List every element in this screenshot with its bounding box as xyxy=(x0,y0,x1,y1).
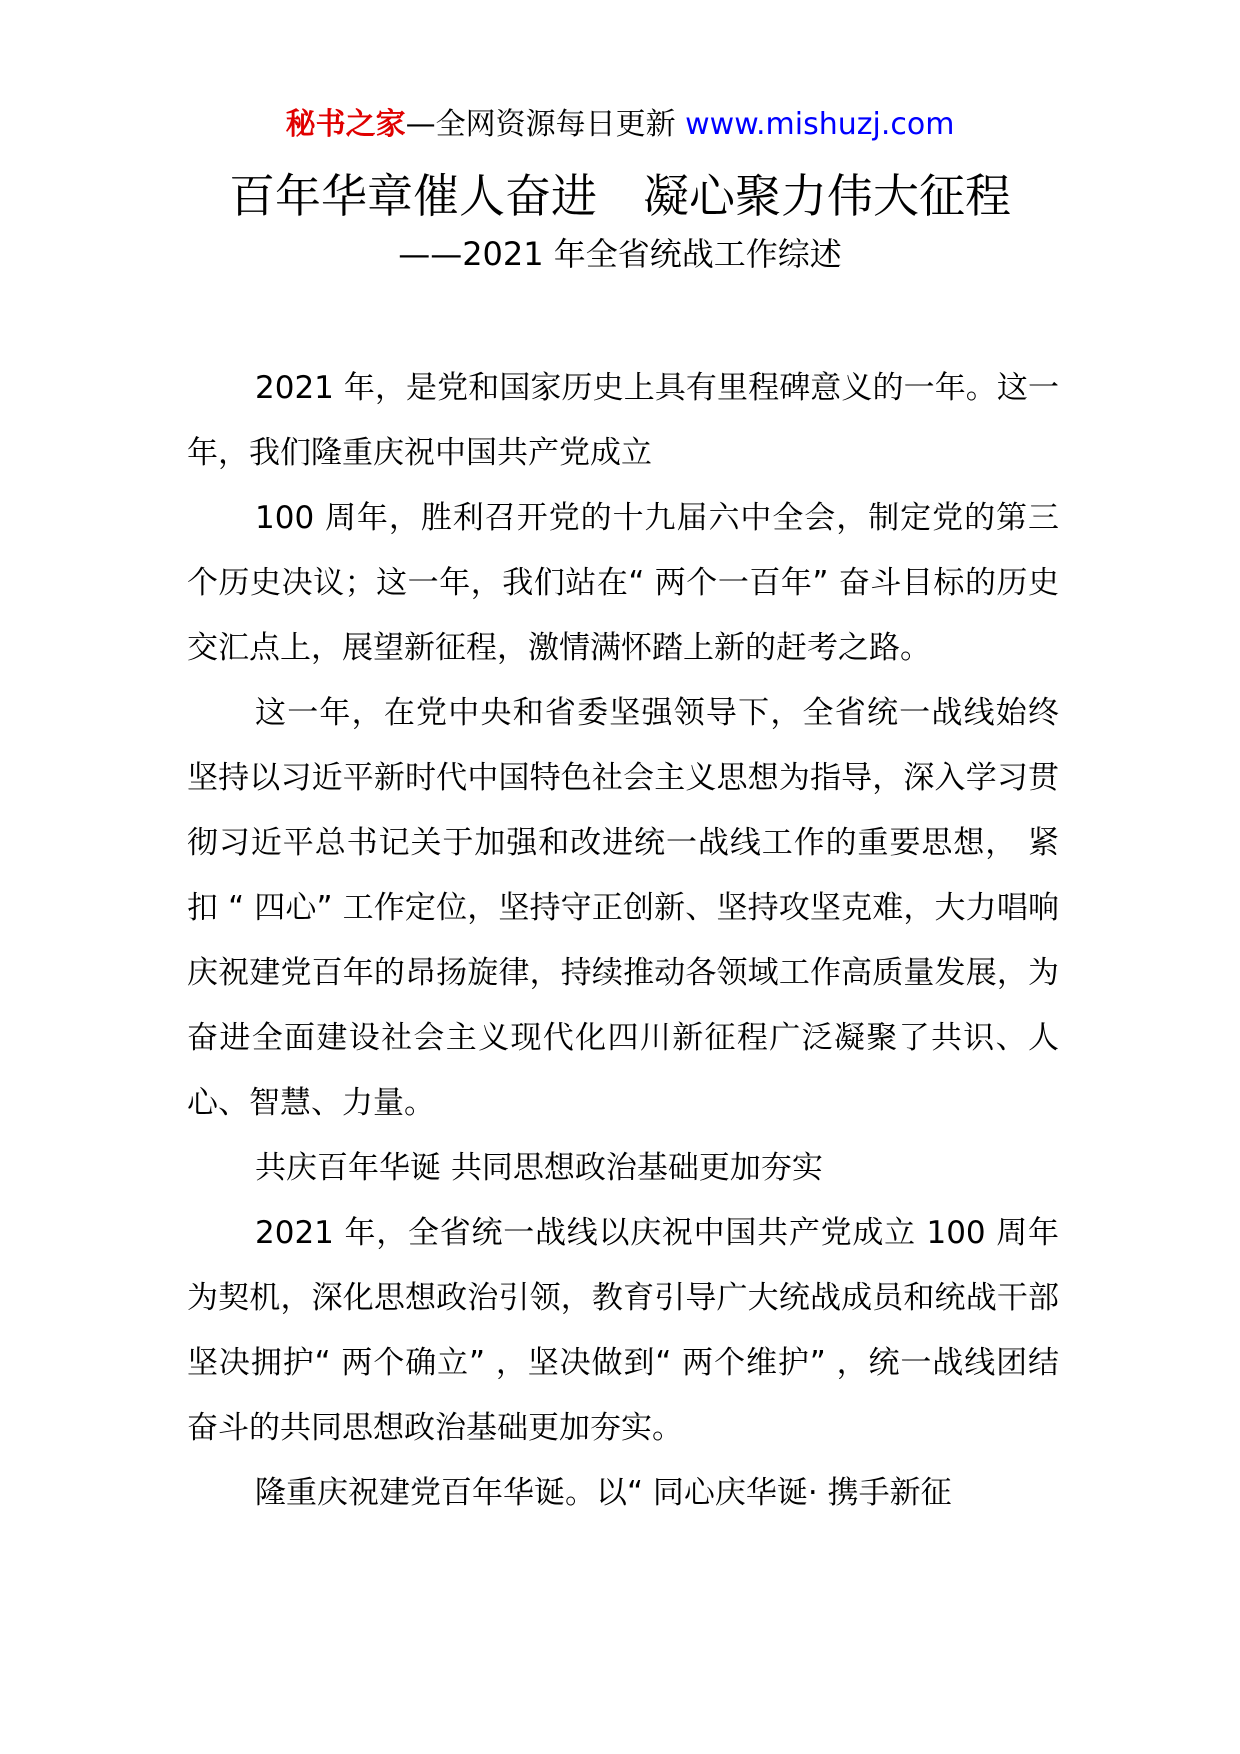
site-brand: 秘书之家 xyxy=(285,107,406,142)
site-url-link[interactable]: www.mishuzj.com xyxy=(685,107,955,142)
paragraph-4: 2021 年，全省统一战线以庆祝中国共产党成立 100 周年为契机，深化思想政治引领，教育引导广大统战成员和统战干部坚决拥护“ 两个确立” ，坚决做到“ 两个维护” ，统一战线团结奋斗的共同思想政治基础更加夯实。 xyxy=(187,1215,1059,1446)
paragraph-3: 这一年，在党中央和省委坚强领导下，全省统一战线始终坚持以习近平新时代中国特色社会主义思想为指导，深入学习贯彻习近平总书记关于加强和改进统一战线工作的重要思想， 紧扣 “ 四心” 工作定位，坚持守正创新、坚持攻坚克难，大力唱响庆祝建党百年的昂扬旋律，持续推动各领域工作高质量发展，为奋进全面建设社会主义现代化四川新征程广泛凝聚了共识、人心、智慧、力量。 xyxy=(187,695,1059,1121)
document-title: 百年华章催人奋进 凝心聚力伟大征程 xyxy=(229,169,1011,223)
site-header xyxy=(0,104,1240,146)
paragraph-2: 100 周年，胜利召开党的十九届六中全会，制定党的第三个历史决议；这一年，我们站在“ 两个一百年” 奋斗目标的历史交汇点上，展望新征程，激情满怀踏上新的赶考之路。 xyxy=(187,500,1059,666)
document-body xyxy=(187,356,1059,1526)
document-subtitle: ——2021 年全省统战工作综述 xyxy=(398,235,842,273)
site-slogan: —全网资源每日更新 xyxy=(405,107,686,142)
paragraph-1: 2021 年，是党和国家历史上具有里程碑意义的一年。这一年，我们隆重庆祝中国共产党成立 xyxy=(187,370,1059,471)
section-heading: 共庆百年华诞 共同思想政治基础更加夯实 xyxy=(255,1150,823,1186)
paragraph-5: 隆重庆祝建党百年华诞。以“ 同心庆华诞· 携手新征 xyxy=(255,1475,952,1511)
